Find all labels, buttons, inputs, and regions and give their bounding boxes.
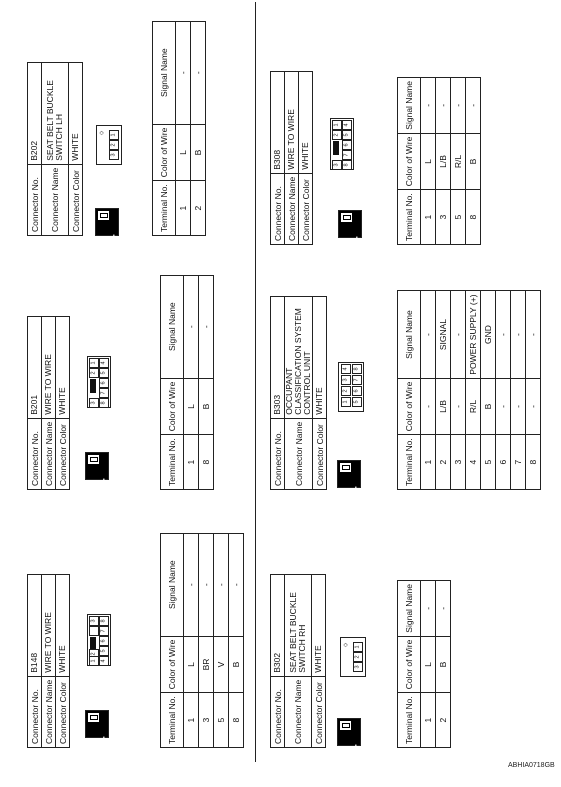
hs-car-icon: H.S. — [85, 710, 109, 738]
table-row: 1 L - — [184, 533, 199, 747]
table-row: 5 V - — [214, 533, 229, 747]
table-row: 2 L/B SIGNAL — [436, 291, 451, 490]
connector-no-value: B148 — [28, 574, 42, 676]
table-row: 1 L - — [176, 21, 191, 235]
connector-info-table-b308: Connector No. B308 Connector Name WIRE TO WIRE Connector Color WHITE — [270, 71, 313, 245]
terminal-table-b148: Terminal No. Color of Wire Signal Name 1 L - 3 BR - 5 V - 8 B - — [160, 533, 244, 748]
connector-face-b308: 1 2 3 4 5 6 7 8 — [330, 118, 354, 170]
table-row: 5 B GND — [481, 291, 496, 490]
connector-face-b303: 4 3 2 1 8 7 6 5 — [338, 362, 364, 412]
connector-info-table-b202: Connector No. B202 Connector Name SEAT BELT BUCKLE SWITCH LH Connector Color WHITE — [27, 62, 83, 236]
connector-face-b302: ◇ 1 2 3 — [340, 637, 366, 677]
table-row: 8 B - — [229, 533, 244, 747]
connector-name-value: WIRE TO WIRE — [42, 574, 56, 676]
table-row: 1 L - — [184, 275, 199, 489]
table-row: 3 BR - — [199, 533, 214, 747]
connector-face-b201: 1 2 3 4 5 6 7 8 — [87, 356, 111, 408]
table-row: 8 B - — [199, 275, 214, 489]
connector-info-table-b303: Connector No. B303 Connector Name OCCUPANT CLASSIFICATION SYSTEM CONTROL UNIT Connector Color WHITE — [270, 296, 327, 490]
terminal-table-b303: Terminal No. Color of Wire Signal Name 1 - - 2 L/B SIGNAL 3 - - 4 R/L POWER SUPPLY (+) 5 B GND 6 - - 7 - - 8 - - — [397, 290, 541, 490]
hs-car-icon: H.S. — [337, 460, 361, 488]
table-row: 8 B - — [466, 78, 481, 245]
connector-info-table-b201: Connector No. B201 Connector Name WIRE TO WIRE Connector Color WHITE — [27, 316, 70, 490]
table-row: 7 - - — [511, 291, 526, 490]
connector-color-value: WHITE — [56, 574, 70, 676]
table-row: 3 - - — [451, 291, 466, 490]
table-row: 2 B - — [191, 21, 206, 235]
terminal-table-b202: Terminal No. Color of Wire Signal Name 1 L - 2 B - — [152, 21, 206, 236]
table-row: 1 - - — [421, 291, 436, 490]
hs-car-icon: H.S. — [338, 210, 362, 238]
connector-face-b202: ◇ 1 2 3 — [96, 125, 122, 165]
table-row: 6 - - — [496, 291, 511, 490]
hs-car-icon: H.S. — [85, 452, 109, 480]
hs-car-icon: H.S. — [95, 208, 119, 236]
table-row: 3 L/B - — [436, 78, 451, 245]
connector-face-b148: 3 2 8 7 6 5 4 1 — [87, 614, 111, 666]
table-row: 2 B - — [436, 581, 451, 748]
table-row: 8 - - — [526, 291, 541, 490]
table-row: 5 R/L - — [451, 78, 466, 245]
center-divider — [255, 2, 256, 762]
connector-info-table-b302: Connector No. B302 Connector Name SEAT BELT BUCKLE SWITCH RH Connector Color WHITE — [270, 574, 326, 748]
terminal-table-b302: Terminal No. Color of Wire Signal Name 1 L - 2 B - — [397, 580, 451, 748]
table-row: 1 L - — [421, 581, 436, 748]
table-row: 1 L - — [421, 78, 436, 245]
terminal-table-b201: Terminal No. Color of Wire Signal Name 1 L - 8 B - — [160, 275, 214, 490]
figure-code: ABHIA0718GB — [508, 762, 555, 769]
terminal-table-b308: Terminal No. Color of Wire Signal Name 1 L - 3 L/B - 5 R/L - 8 B - — [397, 77, 481, 245]
hs-car-icon: H.S. — [337, 718, 361, 746]
table-row: 4 R/L POWER SUPPLY (+) — [466, 291, 481, 490]
connector-info-table-b148: Connector No. B148 Connector Name WIRE TO WIRE Connector Color WHITE — [27, 574, 70, 748]
